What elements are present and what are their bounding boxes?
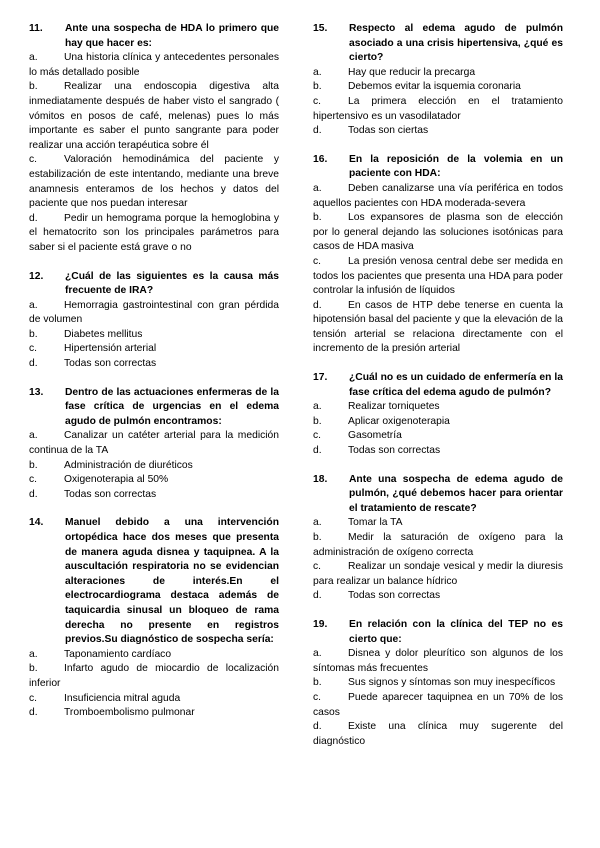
option-letter: d. bbox=[313, 590, 322, 602]
option-text: Realizar torniquetes bbox=[348, 401, 440, 413]
question-text: ¿Cuál no es un cuidado de enfermería en la fase crítica del edema agudo de pulmón? bbox=[349, 372, 563, 398]
option-letter: d. bbox=[29, 488, 38, 500]
option-text: Realizar una endoscopia digestiva alta inmediatamente después de haber visto el sangrado ( vómitos en posos de café, melenas) pues lo más importante es saber el punto sangrante para poder realizar una acción terapéutica sobre él bbox=[29, 81, 279, 151]
question-14 bbox=[29, 516, 279, 720]
option-c bbox=[29, 342, 279, 357]
option-c bbox=[29, 692, 279, 707]
option-letter: a. bbox=[313, 401, 322, 413]
question-number: 19. bbox=[313, 618, 328, 630]
option-a bbox=[29, 51, 279, 80]
question-text: Dentro de las actuaciones enfermeras de la fase crítica de urgencias en el edema agudo de pulmón encontramos: bbox=[65, 386, 279, 427]
question-number: 11. bbox=[29, 23, 43, 34]
question-number: 15. bbox=[313, 23, 328, 34]
question-header bbox=[29, 516, 279, 647]
option-c bbox=[313, 560, 563, 589]
question-number: 13. bbox=[29, 386, 44, 398]
option-letter: b. bbox=[29, 459, 38, 471]
option-letter: b. bbox=[313, 415, 322, 427]
option-d bbox=[313, 124, 563, 139]
option-b bbox=[29, 459, 279, 474]
question-header bbox=[313, 618, 563, 647]
option-c bbox=[313, 255, 563, 299]
question-19 bbox=[313, 618, 563, 749]
option-text: Disnea y dolor pleurítico son algunos de los síntomas más frecuentes bbox=[313, 648, 563, 674]
option-b bbox=[313, 415, 563, 430]
question-number: 18. bbox=[313, 473, 328, 485]
question-18 bbox=[313, 473, 563, 604]
option-text: Infarto agudo de miocardio de localización inferior bbox=[29, 663, 279, 689]
question-header bbox=[313, 371, 563, 400]
option-c bbox=[313, 429, 563, 444]
option-text: Debemos evitar la isquemia coronaria bbox=[348, 81, 521, 93]
option-letter: a. bbox=[313, 517, 322, 529]
option-b bbox=[29, 80, 279, 153]
option-letter: b. bbox=[29, 328, 38, 340]
option-d bbox=[313, 299, 563, 357]
option-letter: b. bbox=[29, 663, 38, 675]
option-a bbox=[313, 400, 563, 415]
option-a bbox=[313, 516, 563, 531]
question-header bbox=[29, 22, 279, 51]
option-b bbox=[29, 662, 279, 691]
option-text: Puede aparecer taquipnea en un 70% de los casos bbox=[313, 691, 563, 718]
option-b bbox=[313, 676, 563, 691]
option-c bbox=[313, 95, 563, 124]
option-letter: c. bbox=[313, 255, 322, 267]
option-text: Medir la saturación de oxígeno para la administración de oxígeno correcta bbox=[313, 532, 563, 558]
option-d bbox=[29, 706, 279, 721]
option-text: Aplicar oxigenoterapia bbox=[348, 415, 450, 427]
option-c bbox=[29, 153, 279, 211]
option-text: Una historia clínica y antecedentes personales lo más detallado posible bbox=[29, 52, 279, 78]
option-text: Todas son correctas bbox=[348, 590, 441, 602]
option-letter: a. bbox=[29, 52, 38, 64]
option-letter: a. bbox=[313, 66, 322, 78]
option-text: Todas son correctas bbox=[64, 358, 157, 370]
option-letter: a. bbox=[29, 299, 38, 311]
option-text: Todas son ciertas bbox=[348, 125, 429, 137]
option-letter: b. bbox=[29, 81, 38, 93]
option-text: Deben canalizarse una vía periférica en todos aquellos pacientes con HDA moderada-severa bbox=[313, 182, 563, 209]
left-column bbox=[29, 22, 279, 735]
option-c bbox=[313, 691, 563, 720]
question-text: En la reposición de la volemia en un paciente con HDA: bbox=[349, 153, 563, 180]
option-letter: d. bbox=[29, 358, 38, 370]
option-b bbox=[313, 80, 563, 95]
option-text: Insuficiencia mitral aguda bbox=[64, 692, 181, 704]
question-11 bbox=[29, 22, 279, 256]
option-text: Taponamiento cardíaco bbox=[64, 648, 172, 660]
option-text: Hay que reducir la precarga bbox=[348, 66, 476, 78]
question-text: Ante una sospecha de edema agudo de pulmón, ¿qué debemos hacer para orientar el tratamiento de rescate? bbox=[349, 473, 563, 514]
option-letter: c. bbox=[313, 561, 322, 573]
option-text: Tomar la TA bbox=[348, 517, 403, 529]
question-header bbox=[313, 153, 563, 182]
option-letter: d. bbox=[313, 445, 322, 457]
option-text: Todas son correctas bbox=[64, 488, 157, 500]
question-text: Ante una sospecha de HDA lo primero que hay que hacer es: bbox=[65, 23, 279, 49]
option-c bbox=[29, 473, 279, 488]
option-a bbox=[313, 647, 563, 676]
option-a bbox=[29, 648, 279, 663]
option-text: Diabetes mellitus bbox=[64, 328, 143, 340]
option-text: Gasometría bbox=[348, 430, 402, 442]
option-letter: d. bbox=[313, 299, 322, 311]
option-text: Tromboembolismo pulmonar bbox=[64, 707, 195, 719]
question-13 bbox=[29, 386, 279, 503]
question-number: 14. bbox=[29, 517, 44, 529]
option-d bbox=[313, 589, 563, 604]
option-b bbox=[313, 531, 563, 560]
option-letter: b. bbox=[313, 212, 322, 224]
option-letter: c. bbox=[313, 691, 322, 703]
option-letter: d. bbox=[313, 721, 322, 733]
option-text: Oxigenoterapia al 50% bbox=[64, 474, 169, 486]
option-letter: a. bbox=[29, 430, 38, 442]
option-letter: c. bbox=[29, 343, 38, 355]
option-text: Realizar un sondaje vesical y medir la diuresis para realizar un balance hídrico bbox=[313, 561, 563, 587]
option-letter: c. bbox=[29, 474, 38, 486]
option-a bbox=[29, 299, 279, 328]
option-text: La primera elección en el tratamiento hipertensivo es un vasodilatador bbox=[313, 95, 563, 122]
option-text: Canalizar un catéter arterial para la medición continua de la TA bbox=[29, 430, 279, 457]
question-header bbox=[313, 473, 563, 517]
option-b bbox=[29, 328, 279, 343]
question-header bbox=[29, 386, 279, 430]
option-text: Hemorragia gastrointestinal con gran pérdida de volumen bbox=[29, 299, 279, 326]
question-header bbox=[313, 22, 563, 66]
option-letter: d. bbox=[29, 212, 38, 224]
option-a bbox=[29, 429, 279, 458]
option-letter: c. bbox=[29, 692, 38, 704]
option-b bbox=[313, 211, 563, 255]
question-number: 12. bbox=[29, 270, 44, 282]
question-text: Manuel debido a una intervención ortopédica hace dos meses que presenta de manera aguda disnea y taquipnea. A la auscultación respiratoria no se evidencian alteraciones de interés.En el electrocardiograma destaca además de taquicardia sinusal un bloqueo de rama derecha no presente en registros previos.Su diagnóstico de sospecha sería: bbox=[65, 517, 279, 646]
option-letter: c. bbox=[29, 154, 38, 166]
option-letter: c. bbox=[313, 430, 322, 442]
option-text: Hipertensión arterial bbox=[64, 343, 157, 355]
option-d bbox=[313, 444, 563, 459]
option-d bbox=[313, 720, 563, 749]
option-letter: d. bbox=[313, 125, 322, 137]
option-a bbox=[313, 66, 563, 81]
option-letter: c. bbox=[313, 95, 322, 107]
option-letter: a. bbox=[313, 182, 322, 194]
option-text: Los expansores de plasma son de elección por lo general dejando las soluciones isotónicas para casos de HDA masiva bbox=[313, 212, 563, 253]
question-number: 17. bbox=[313, 372, 328, 384]
question-text: En relación con la clínica del TEP no es cierto que: bbox=[349, 618, 563, 645]
option-letter: b. bbox=[313, 677, 322, 689]
option-text: La presión venosa central debe ser medida en todos los pacientes que presenta una HDA para poder controlar la infusión de líquidos bbox=[313, 255, 563, 297]
right-column bbox=[313, 22, 563, 763]
option-d bbox=[29, 488, 279, 503]
option-text: Administración de diuréticos bbox=[64, 459, 193, 471]
option-text: Existe una clínica muy sugerente del diagnóstico bbox=[313, 721, 563, 747]
option-d bbox=[29, 212, 279, 256]
option-letter: b. bbox=[313, 81, 322, 93]
question-17 bbox=[313, 371, 563, 459]
option-text: Valoración hemodinámica del paciente y estabilización de este intentando, mediante una breve anamnesis enteramos de los hechos y datos del paciente que nos puedan interesar bbox=[29, 154, 279, 210]
option-text: Pedir un hemograma porque la hemoglobina y el hematocrito son los principales parámetros para saber si el paciente está grave o no bbox=[29, 212, 279, 253]
question-text: ¿Cuál de las siguientes es la causa más frecuente de IRA? bbox=[65, 270, 279, 297]
option-letter: a. bbox=[313, 648, 322, 660]
option-text: En casos de HTP debe tenerse en cuenta la hipotensión basal del paciente y que la elevación de la tensión arterial se relaciona directamente con el incremento de la presión arterial bbox=[313, 299, 563, 355]
question-15 bbox=[313, 22, 563, 139]
option-text: Sus signos y síntomas son muy inespecíficos bbox=[348, 677, 556, 689]
option-letter: d. bbox=[29, 707, 38, 719]
question-header bbox=[29, 270, 279, 299]
option-a bbox=[313, 182, 563, 211]
question-16 bbox=[313, 153, 563, 357]
option-text: Todas son correctas bbox=[348, 445, 441, 457]
option-letter: a. bbox=[29, 648, 38, 660]
option-letter: b. bbox=[313, 532, 322, 543]
question-text: Respecto al edema agudo de pulmón asociado a una crisis hipertensiva, ¿qué es cierto? bbox=[349, 23, 563, 64]
question-12 bbox=[29, 270, 279, 372]
question-number: 16. bbox=[313, 153, 328, 165]
option-d bbox=[29, 357, 279, 372]
